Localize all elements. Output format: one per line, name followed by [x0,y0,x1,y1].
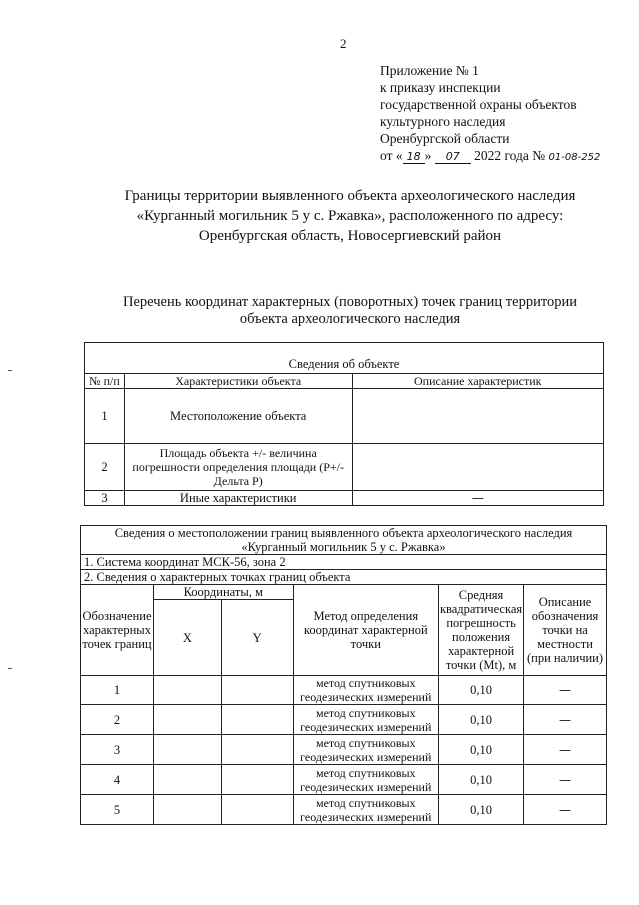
point-y [221,676,293,705]
point-x [153,765,221,795]
table-row [85,444,604,491]
point-error: 0,10 [439,735,524,765]
point-id: 3 [81,735,154,765]
row-number: 2 [85,444,125,491]
column-header: Координаты, м [153,585,293,600]
point-y [221,705,293,735]
title-line: «Курганный могильник 5 у с. Ржавка», расположенного по адресу: [136,208,564,224]
table-row [85,389,604,444]
point-y [221,765,293,795]
title-line: Границы территории выявленного объекта археологического наследия [124,188,576,204]
appendix-line: к приказу инспекции [380,80,501,95]
point-method: метод спутниковых геодезических измерений [293,735,439,765]
point-method: метод спутниковых геодезических измерений [293,676,439,705]
column-header: Средняя квадратическая погрешность положения характерной точки (Mt), м [439,585,524,676]
year-text: 2022 года № [474,148,546,163]
point-description: — [524,765,607,795]
row-value [352,444,604,491]
title-line: Оренбургская область, Новосергиевский район [198,228,502,244]
appendix-line: культурного наследия [380,114,506,129]
document-subtitle [60,294,639,328]
point-method: метод спутниковых геодезических измерений [293,765,439,795]
row-number: 1 [85,389,125,444]
point-x [153,735,221,765]
date-prefix: от « [380,148,403,163]
row-name: Иные характеристики [124,491,352,506]
points-section-title: 2. Сведения о характерных точках границ объекта [81,570,607,585]
column-header: Метод определения координат характерной точки [293,585,439,676]
subtitle-line: Перечень координат характерных (поворотных) точек границ территории [122,294,578,310]
handwritten-day: 18 [403,151,425,164]
point-id: 5 [81,795,154,825]
table-row [81,765,607,795]
column-header: Обозначение характерных точек границ [81,585,154,676]
handwritten-number: 01-08-252 [548,152,601,163]
table-row [81,735,607,765]
header-line: Сведения о местоположении границ выявленного объекта археологического наследия [114,526,573,540]
point-id: 2 [81,705,154,735]
point-method: метод спутниковых геодезических измерений [293,705,439,735]
appendix-block [380,62,600,166]
margin-mark [8,370,12,371]
point-id: 4 [81,765,154,795]
appendix-date-line [380,147,600,166]
point-description: — [524,795,607,825]
table-row [81,676,607,705]
column-header: Y [221,600,293,676]
object-info-table [84,342,604,506]
date-close: » [424,148,432,163]
coordinate-system: 1. Система координат МСК-56, зона 2 [81,555,607,570]
point-error: 0,10 [439,676,524,705]
handwritten-month: 07 [435,151,471,164]
table-header [81,526,607,555]
table-row [85,491,604,506]
margin-mark [8,668,12,669]
point-error: 0,10 [439,705,524,735]
column-header: № п/п [85,374,125,389]
page-number: 2 [340,36,347,51]
point-y [221,795,293,825]
table-row [81,705,607,735]
point-x [153,676,221,705]
point-description: — [524,676,607,705]
document-title [60,186,639,246]
table-row [81,795,607,825]
column-header: Характеристики объекта [124,374,352,389]
appendix-line: государственной охраны объектов [380,97,577,112]
table-header: Сведения об объекте [85,343,604,374]
header-line: «Курганный могильник 5 у с. Ржавка» [241,540,446,554]
boundary-points-table [80,525,607,825]
point-description: — [524,735,607,765]
appendix-line: Приложение № 1 [380,63,479,78]
appendix-line: Оренбургской области [380,131,510,146]
subtitle-line: объекта археологического наследия [239,311,461,327]
point-error: 0,10 [439,765,524,795]
point-x [153,795,221,825]
point-id: 1 [81,676,154,705]
point-description: — [524,705,607,735]
row-name: Площадь объекта +/- величина погрешности определения площади (P+/- Дельта P) [124,444,352,491]
row-value [352,389,604,444]
point-error: 0,10 [439,795,524,825]
point-y [221,735,293,765]
column-header: Описание обозначения точки на местности (при наличии) [524,585,607,676]
row-name: Местоположение объекта [124,389,352,444]
row-value: — [352,491,604,506]
row-number: 3 [85,491,125,506]
column-header: Описание характеристик [352,374,604,389]
column-header: X [153,600,221,676]
point-x [153,705,221,735]
point-method: метод спутниковых геодезических измерений [293,795,439,825]
